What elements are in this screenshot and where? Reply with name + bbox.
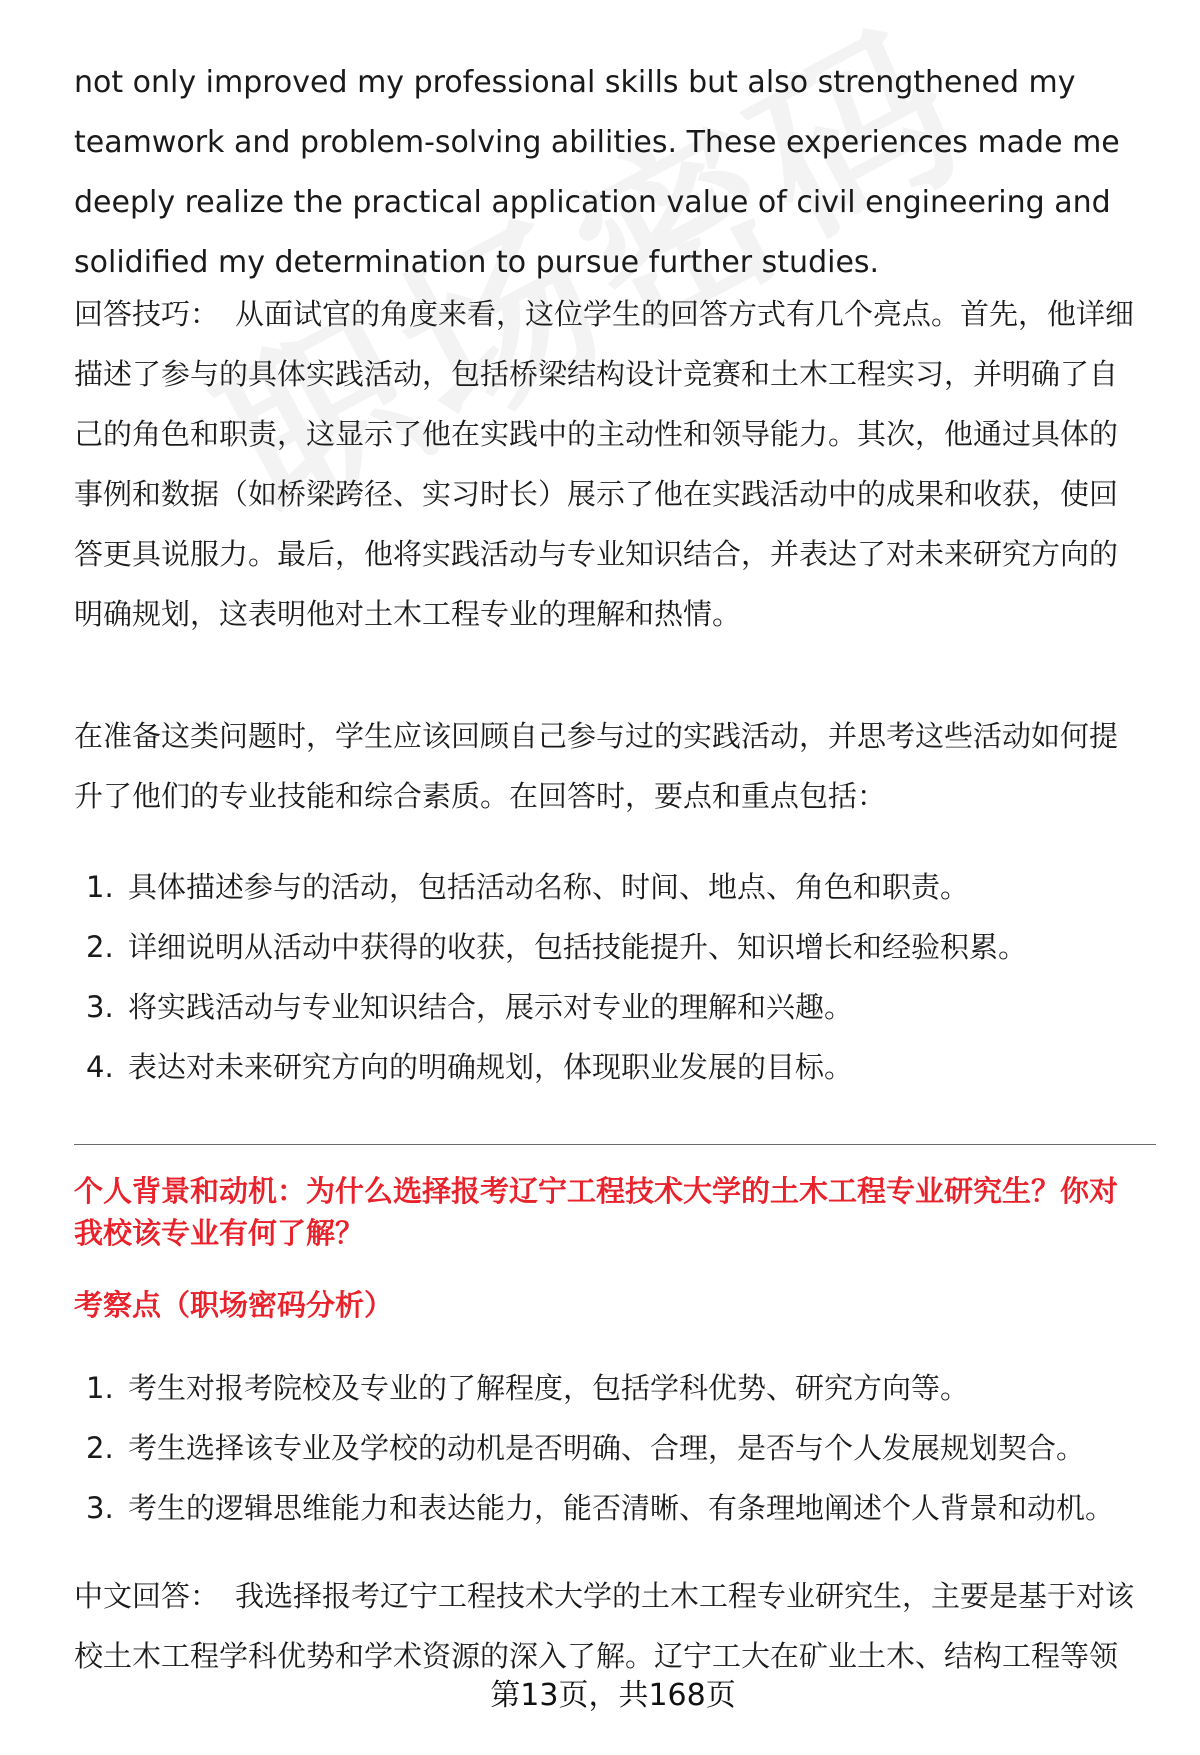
list-item [74,1037,1164,1097]
text-line: 答更具说服力。最后，他将实践活动与专业知识结合，并表达了对未来研究方向的 [74,537,1119,571]
question-heading [74,1170,1164,1254]
list-number: 4. [86,1050,114,1084]
page-number-footer: 第13页，共168页 [490,1678,736,1713]
list-item [74,1478,1164,1538]
list-number: 1. [86,870,114,904]
text-line: solidified my determination to pursue further studies. [74,245,880,280]
list-text: 考生选择该专业及学校的动机是否明确、合理，是否与个人发展规划契合。 [128,1431,1086,1465]
list-number: 3. [86,990,114,1024]
answer-label: 中文回答： [74,1579,220,1613]
document-page [74,0,1154,1755]
tips-text: 从面试官的角度来看，这位学生的回答方式有几个亮点。首先，他详细 [235,297,1135,331]
assessment-list [74,1358,1164,1538]
list-text: 表达对未来研究方向的明确规划，体现职业发展的目标。 [128,1050,854,1084]
text-line [74,1566,1164,1626]
text-line: 事例和数据（如桥梁跨径、实习时长）展示了他在实践活动中的成果和收获，使回 [74,477,1119,511]
text-line: 个人背景和动机：为什么选择报考辽宁工程技术大学的土木工程专业研究生？你对 [74,1174,1119,1208]
list-item [74,1418,1164,1478]
chinese-answer-paragraph [74,1566,1164,1686]
text-line: 我校该专业有何了解？ [74,1216,365,1250]
text-line: 明确规划，这表明他对土木工程专业的理解和热情。 [74,597,742,631]
list-item [74,977,1164,1037]
text-line: deeply realize the practical application value of civil engineering and [74,185,1111,220]
list-text: 考生对报考院校及专业的了解程度，包括学科优势、研究方向等。 [128,1371,970,1405]
tips-paragraph [74,284,1164,644]
list-number: 3. [86,1491,114,1525]
list-text: 详细说明从活动中获得的收获，包括技能提升、知识增长和经验积累。 [128,930,1028,964]
list-item [74,917,1164,977]
text-line: 在准备这类问题时，学生应该回顾自己参与过的实践活动，并思考这些活动如何提 [74,719,1119,753]
list-item [74,1358,1164,1418]
list-text: 具体描述参与的活动，包括活动名称、时间、地点、角色和职责。 [128,870,970,904]
list-number: 2. [86,1431,114,1465]
list-number: 2. [86,930,114,964]
tips-label: 回答技巧： [74,297,220,331]
section-divider [74,1144,1156,1145]
list-number: 1. [86,1371,114,1405]
text-line: not only improved my professional skills but also strengthened my [74,65,1076,100]
text-line: 校土木工程学科优势和学术资源的深入了解。辽宁工大在矿业土木、结构工程等领 [74,1639,1119,1673]
text-line: 升了他们的专业技能和综合素质。在回答时，要点和重点包括： [74,779,887,813]
answer-text: 我选择报考辽宁工程技术大学的土木工程专业研究生，主要是基于对该 [235,1579,1135,1613]
assessment-heading: 考察点（职场密码分析） [74,1288,394,1322]
prep-paragraph [74,706,1164,826]
key-points-list [74,857,1164,1097]
list-text: 将实践活动与专业知识结合，展示对专业的理解和兴趣。 [128,990,854,1024]
list-item [74,857,1164,917]
text-line: 己的角色和职责，这显示了他在实践中的主动性和领导能力。其次，他通过具体的 [74,417,1119,451]
text-line: teamwork and problem-solving abilities. These experiences made me [74,125,1120,160]
text-line [74,284,1164,344]
text-line: 描述了参与的具体实践活动，包括桥梁结构设计竞赛和土木工程实习，并明确了自 [74,357,1119,391]
list-text: 考生的逻辑思维能力和表达能力，能否清晰、有条理地阐述个人背景和动机。 [128,1491,1115,1525]
english-answer-paragraph [74,53,1154,293]
